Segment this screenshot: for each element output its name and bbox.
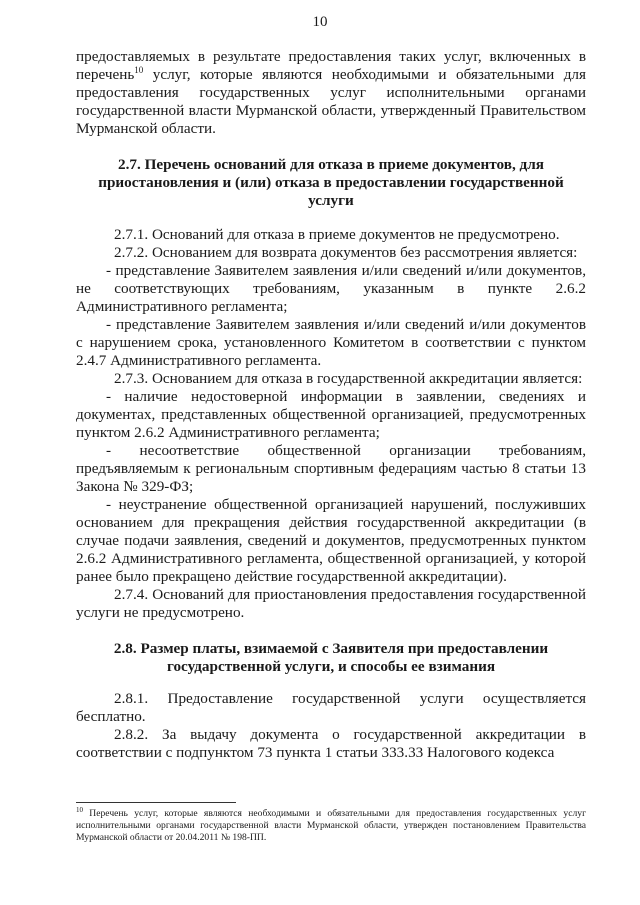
paragraph-2-7-2-item-2: - представление Заявителем заявления и/или сведений и/или документов с нарушением срока, установленного Комитетом в соответствии с пунктом 2.4.7 Административного регламента. — [76, 316, 586, 369]
paragraph-2-7-3-item-3: - неустранение общественной организацией нарушений, послуживших основанием для прекращения действия государственной аккредитации (в случае подачи заявления, сведений и документов, предусмотренных пунктом 2.6.2 Административного регламента, общественной организацией, у которой ранее было прекращено действие государственной аккредитации). — [76, 496, 586, 585]
paragraph-2-7-2: 2.7.2. Основанием для возврата документов без рассмотрения является: — [114, 244, 578, 261]
paragraph-2-7-3-item-1: - наличие недостоверной информации в заявлении, сведениях и документах, представленных общественной организацией, предусмотренных пунктом 2.6.2 Административного регламента; — [76, 388, 586, 441]
paragraph-2-7-3-item-2: - несоответствие общественной организации требованиям, предъявляемым к региональным спортивным федерациям частью 8 статьи 13 Закона № 329-ФЗ; — [76, 442, 586, 495]
paragraph-2-8-2: 2.8.2. За выдачу документа о государственной аккредитации в соответствии с подпунктом 73 пункта 1 статьи 333.33 Налогового кодекса — [76, 726, 586, 761]
paragraph-2-8-1: 2.8.1. Предоставление государственной услуги осуществляется бесплатно. — [76, 690, 586, 725]
footnote-number: 10 — [76, 805, 83, 814]
document-body — [76, 48, 586, 762]
intro-paragraph — [76, 48, 586, 138]
footnote-separator — [76, 802, 236, 803]
footnote-reference[interactable]: 10 — [134, 64, 144, 75]
section-2-8-heading: 2.8. Размер платы, взимаемой с Заявителя при предоставлении государственной услуги, и способы ее взимания — [113, 640, 549, 675]
footnote-text: Перечень услуг, которые являются необходимыми и обязательными для предоставления государственных услуг исполнительными органами государственной власти Мурманской области, утвержден постановлением Правительства Мурманской области от 20.04.2011 № 198-ПП. — [76, 808, 586, 843]
paragraph-2-7-4: 2.7.4. Оснований для приостановления предоставления государственной услуги не предусмотрено. — [76, 586, 586, 621]
intro-text-after: услуг, которые являются необходимыми и обязательными для предоставления государственных услуг исполнительными органами государственной власти Мурманской области, утвержденный Правительством Мурманской области. — [76, 66, 586, 137]
section-2-7-heading: 2.7. Перечень оснований для отказа в приеме документов, для приостановления и (или) отказа в предоставлении государственной услуги — [98, 156, 564, 209]
paragraph-2-7-3: 2.7.3. Основанием для отказа в государственной аккредитации является: — [114, 370, 583, 387]
paragraph-2-7-2-item-1: - представление Заявителем заявления и/или сведений и/или документов, не соответствующих требованиям, указанным в пункте 2.6.2 Административного регламента; — [76, 262, 586, 315]
intro-text-before: предоставляемых в результате предоставления таких услуг, включенных в перечень — [76, 48, 586, 83]
paragraph-2-7-1: 2.7.1. Оснований для отказа в приеме документов не предусмотрено. — [114, 226, 560, 243]
page-number: 10 — [312, 14, 328, 30]
footnote — [76, 805, 586, 844]
